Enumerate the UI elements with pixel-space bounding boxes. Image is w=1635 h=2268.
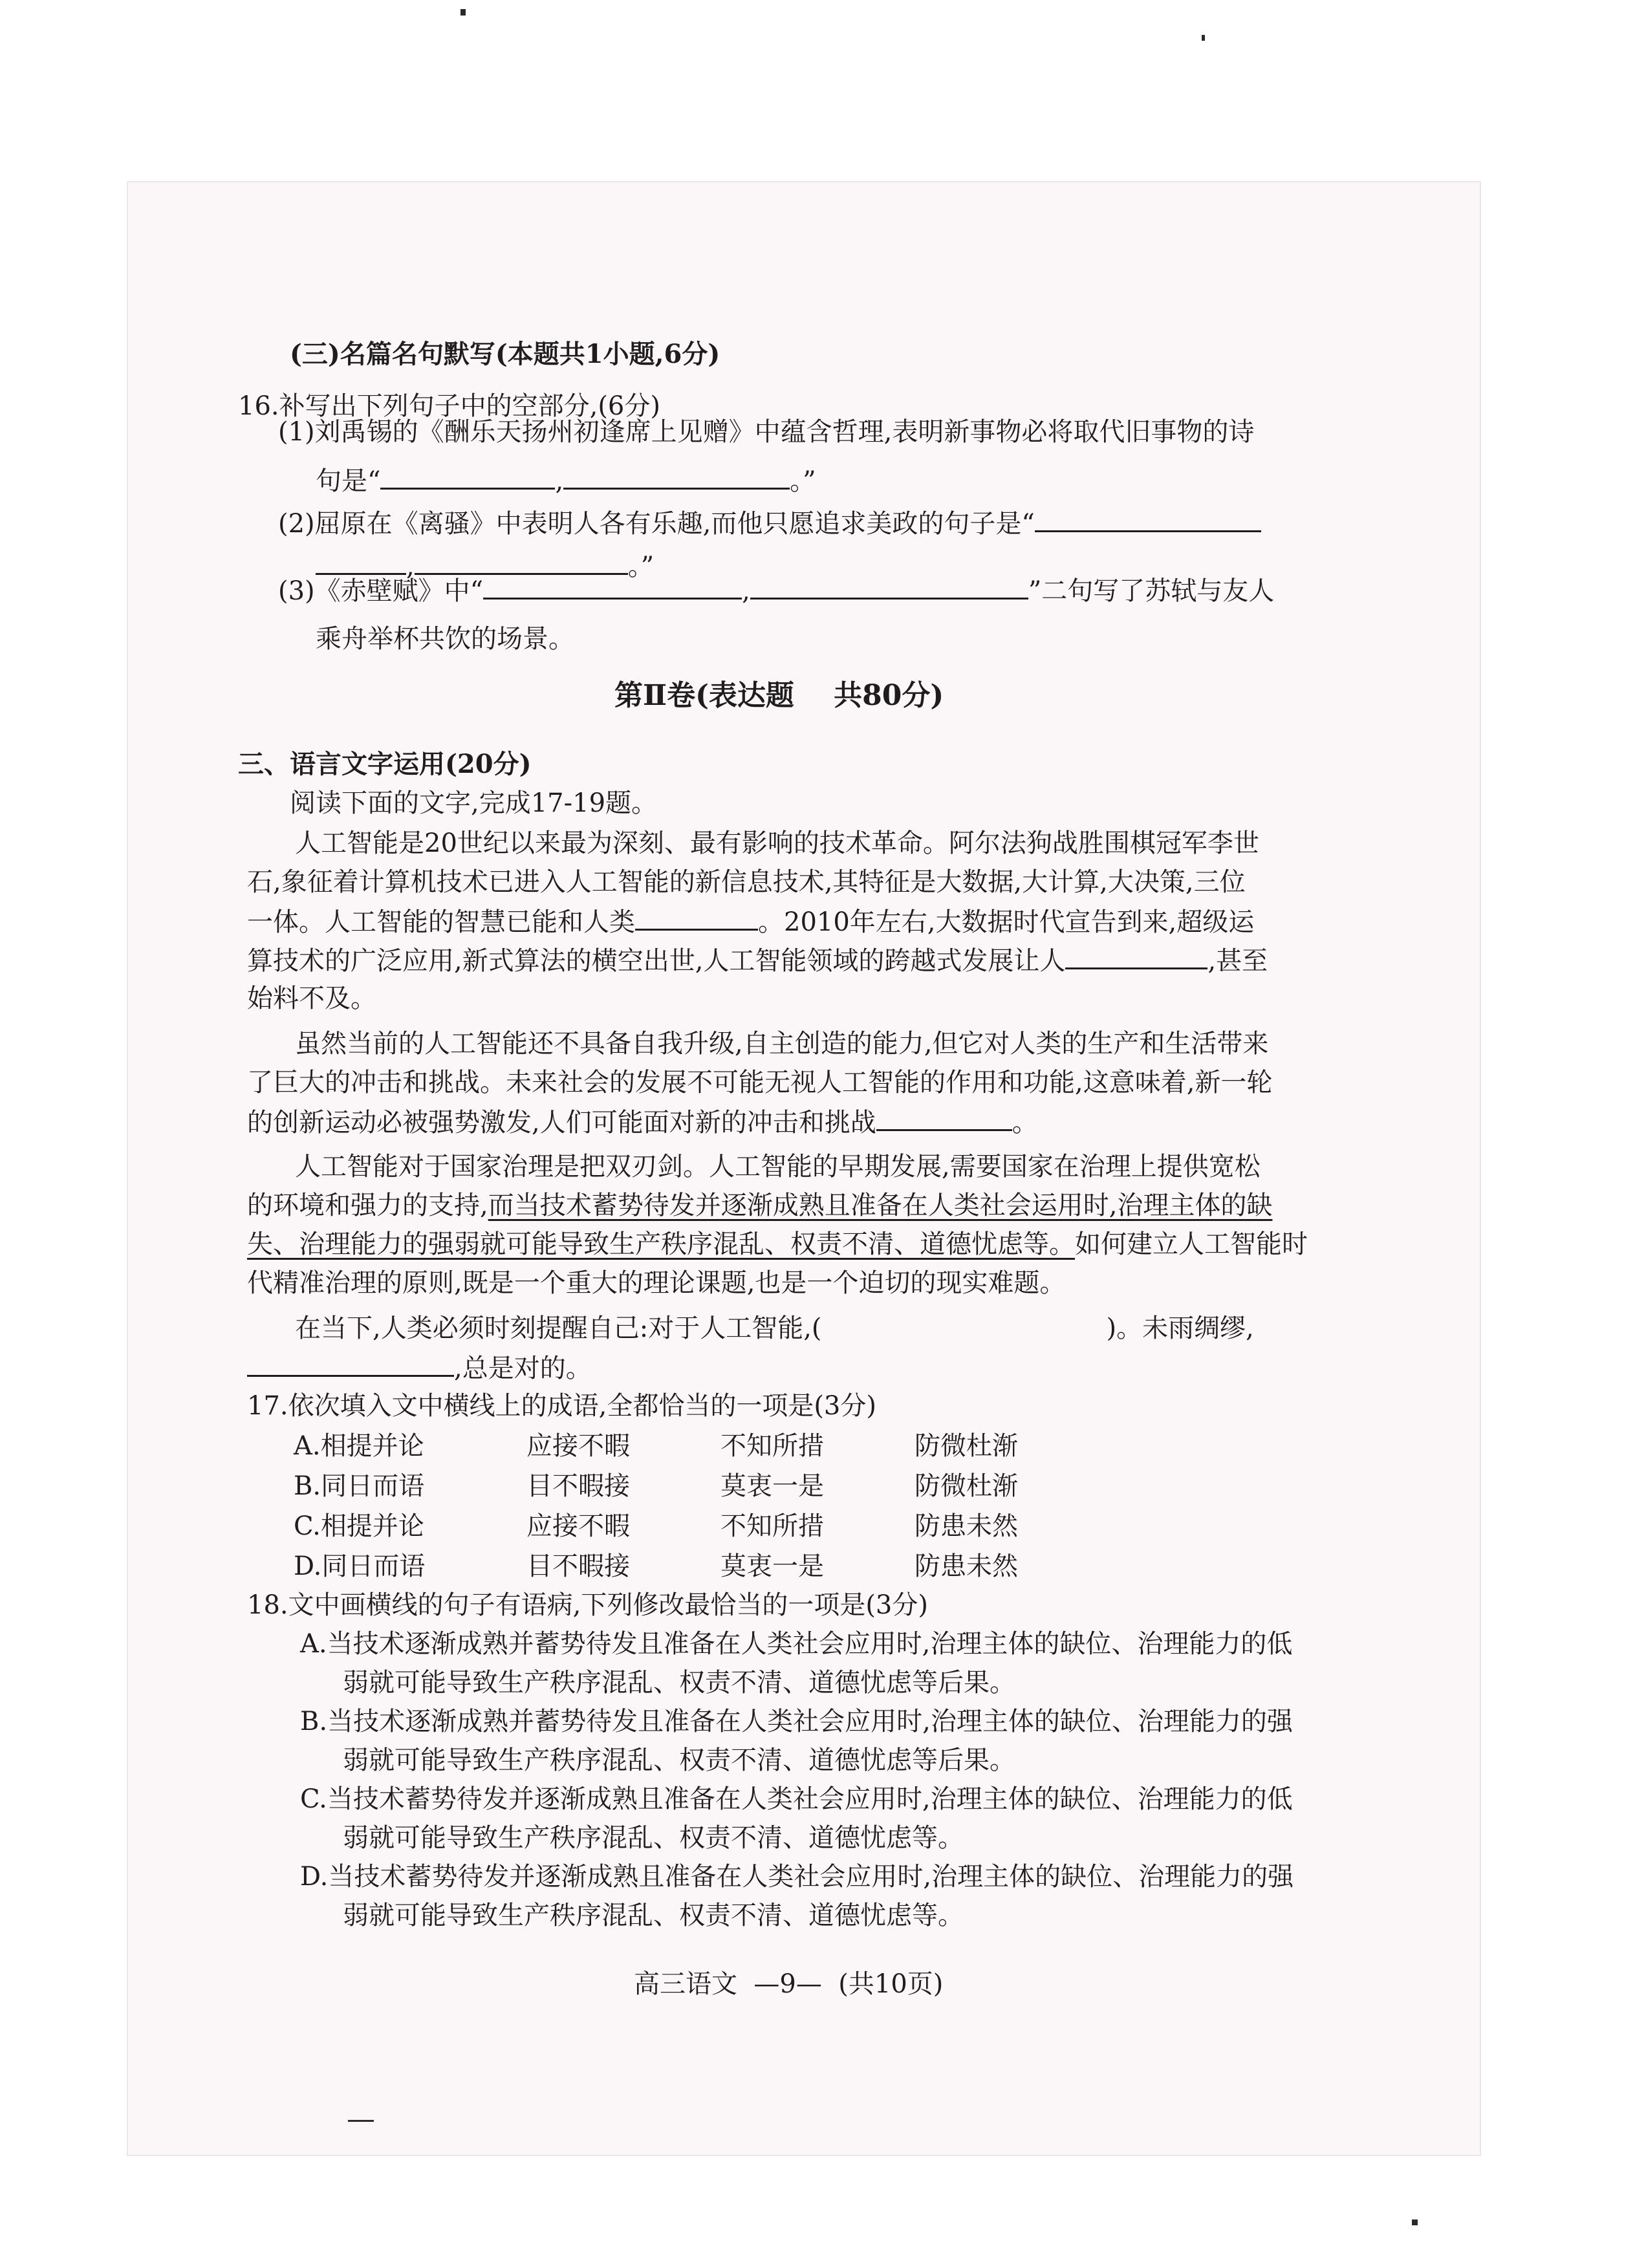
passage-p1-line2: 石,象征着计算机技术已进入人工智能的新信息技术,其特征是大数据,大计算,大决策,三位 [247,867,1246,897]
passage-p2-line2: 了巨大的冲击和挑战。未来社会的发展不可能无视人工智能的作用和功能,这意味着,新一轮 [247,1068,1273,1097]
option-label: C.相提并论 [294,1511,424,1541]
option-idiom: 目不暇接 [526,1551,630,1581]
option-idiom: 防微杜渐 [915,1471,1018,1501]
passage-p1-line4 [247,942,1268,979]
passage-text: ,总是对的。 [454,1354,592,1383]
q18-option-a-line2: 弱就可能导致生产秩序混乱、权责不清、道德忧虑等后果。 [343,1668,1015,1698]
q16-item1-prefix: 句是“ [316,466,381,496]
q17-stem: 17.依次填入文中横线上的成语,全都恰当的一项是(3分) [247,1391,876,1421]
passage-p2-line1: 虽然当前的人工智能还不具备自我升级,自主创造的能力,但它对人类的生产和生活带来 [295,1029,1269,1059]
passage-text: 一体。人工智能的智慧已能和人类 [247,907,635,937]
q18-stem: 18.文中画横线的句子有语病,下列修改最恰当的一项是(3分) [247,1590,928,1620]
q18-option-c-line1[interactable]: C.当技术蓄势待发并逐渐成熟且准备在人类社会应用时,治理主体的缺位、治理能力的低 [300,1784,1293,1814]
q18-option-d-line1[interactable]: D.当技术蓄势待发并逐渐成熟且准备在人类社会应用时,治理主体的缺位、治理能力的强 [300,1862,1294,1892]
passage-blank-1[interactable] [635,903,758,931]
q16-comma: , [742,576,750,606]
passage-text: )。未雨绸缪, [1106,1313,1254,1343]
passage-blank-3[interactable] [876,1103,1012,1131]
q16-item2-blank-3[interactable] [415,547,628,575]
passage-text: 的创新运动必被强势激发,人们可能面对新的冲击和挑战 [247,1108,876,1138]
option-idiom: 莫衷一是 [720,1471,824,1501]
option-idiom: 防微杜渐 [915,1431,1018,1461]
q17-option-a[interactable] [294,1428,1018,1464]
option-idiom: 防患未然 [915,1511,1018,1541]
passage-text: 如何建立人工智能时 [1075,1229,1308,1259]
passage-text: 。 [1012,1108,1038,1138]
passage-p1-line1: 人工智能是20世纪以来最为深刻、最有影响的技术革命。阿尔法狗战胜围棋冠军李世 [295,828,1259,858]
q16-item2-text: (2)屈原在《离骚》中表明人各有乐趣,而他只愿追求美政的句子是“ [278,509,1035,539]
q16-item3-blank-2[interactable] [750,572,1028,599]
passage-p3-line3 [247,1226,1308,1262]
passage-p1-line5: 始料不及。 [247,984,376,1013]
scan-speck [460,9,466,16]
q17-option-c[interactable] [294,1508,1018,1544]
passage-text: 算技术的广泛应用,新式算法的横空出世,人工智能领域的跨越式发展让人 [247,946,1066,976]
reading-intro: 阅读下面的文字,完成17-19题。 [290,788,658,818]
q17-option-d[interactable] [294,1548,1018,1584]
scan-speck [1202,35,1205,41]
q16-item1-blank-2[interactable] [563,462,790,490]
passage-p3-line2 [247,1187,1272,1224]
option-label: B.同日而语 [294,1471,425,1501]
passage-text: 。2010年左右,大数据时代宣告到来,超级运 [758,907,1255,937]
q17-option-b[interactable] [294,1468,1018,1504]
passage-p4-line1 [295,1310,1254,1346]
section-heading-language: 三、语言文字运用(20分) [238,749,532,779]
passage-text: ,甚至 [1207,946,1268,976]
scan-speck [348,2120,374,2122]
q18-option-d-line2: 弱就可能导致生产秩序混乱、权责不清、道德忧虑等。 [343,1901,964,1930]
option-label: D.同日而语 [294,1551,426,1581]
option-idiom: 莫衷一是 [720,1551,824,1581]
option-idiom: 目不暇接 [526,1471,630,1501]
q16-comma: , [555,466,564,496]
q16-stem: 16.补写出下列句子中的空部分,(6分) [238,391,660,421]
q16-item3-prefix: (3)《赤壁赋》中“ [278,576,484,606]
q16-item1-suffix: 。” [790,466,816,496]
passage-text: 在当下,人类必须时刻提醒自己:对于人工智能,( [295,1313,822,1343]
q16-item3-line2: 乘舟举杯共饮的场景。 [316,624,574,654]
q18-option-c-line2: 弱就可能导致生产秩序混乱、权责不清、道德忧虑等。 [343,1823,964,1853]
passage-p2-line3 [247,1103,1038,1141]
q16-item2-line1 [278,504,1261,542]
option-idiom: 应接不暇 [526,1431,630,1461]
passage-blank-2[interactable] [1065,942,1207,969]
passage-p3-line1: 人工智能对于国家治理是把双刃剑。人工智能的早期发展,需要国家在治理上提供宽松 [295,1152,1261,1182]
q16-item1-line2 [316,462,816,499]
scan-speck [1412,2219,1418,2225]
section-heading-recitation: (三)名篇名句默写(本题共1小题,6分) [290,339,720,369]
q18-option-a-line1[interactable]: A.当技术逐渐成熟并蓄势待发且准备在人类社会应用时,治理主体的缺位、治理能力的低 [300,1629,1293,1659]
q16-item2-suffix: 。” [627,552,655,581]
option-idiom: 不知所措 [720,1431,824,1461]
q16-item2-blank-1[interactable] [1035,504,1261,532]
q18-option-b-line1[interactable]: B.当技术逐渐成熟并蓄势待发且准备在人类社会应用时,治理主体的缺位、治理能力的强 [300,1707,1293,1736]
q16-item1-blank-1[interactable] [380,462,555,490]
q16-comma: , [406,552,415,581]
passage-p3-line4: 代精准治理的原则,既是一个重大的理论课题,也是一个迫切的现实难题。 [247,1268,1066,1298]
q16-item3-suffix: ”二句写了苏轼与友人 [1028,576,1275,606]
q18-option-b-line2: 弱就可能导致生产秩序混乱、权责不清、道德忧虑等后果。 [343,1745,1015,1775]
passage-blank-4[interactable] [247,1349,454,1377]
option-label: A.相提并论 [294,1431,424,1461]
page-footer: 高三语文 —9— (共10页) [634,1969,944,1999]
q16-item1-line1: (1)刘禹锡的《酬乐天扬州初逢席上见赠》中蕴含哲理,表明新事物必将取代旧事物的诗 [278,417,1255,447]
passage-p4-line2 [247,1349,592,1387]
option-idiom: 应接不暇 [526,1511,630,1541]
passage-text: 的环境和强力的支持, [247,1191,488,1220]
underlined-sentence: 失、治理能力的强弱就可能导致生产秩序混乱、权责不清、道德忧虑等。 [247,1229,1075,1259]
option-idiom: 防患未然 [915,1551,1018,1581]
underlined-sentence: 而当技术蓄势待发并逐渐成熟且准备在人类社会运用时,治理主体的缺 [488,1191,1273,1220]
q16-item3-line1 [278,572,1274,609]
option-idiom: 不知所措 [720,1511,824,1541]
q16-item3-blank-1[interactable] [483,572,742,599]
part2-title: 第Ⅱ卷(表达题 共80分) [614,679,944,712]
q16-item2-blank-2[interactable] [316,547,406,575]
passage-p1-line3 [247,903,1254,940]
